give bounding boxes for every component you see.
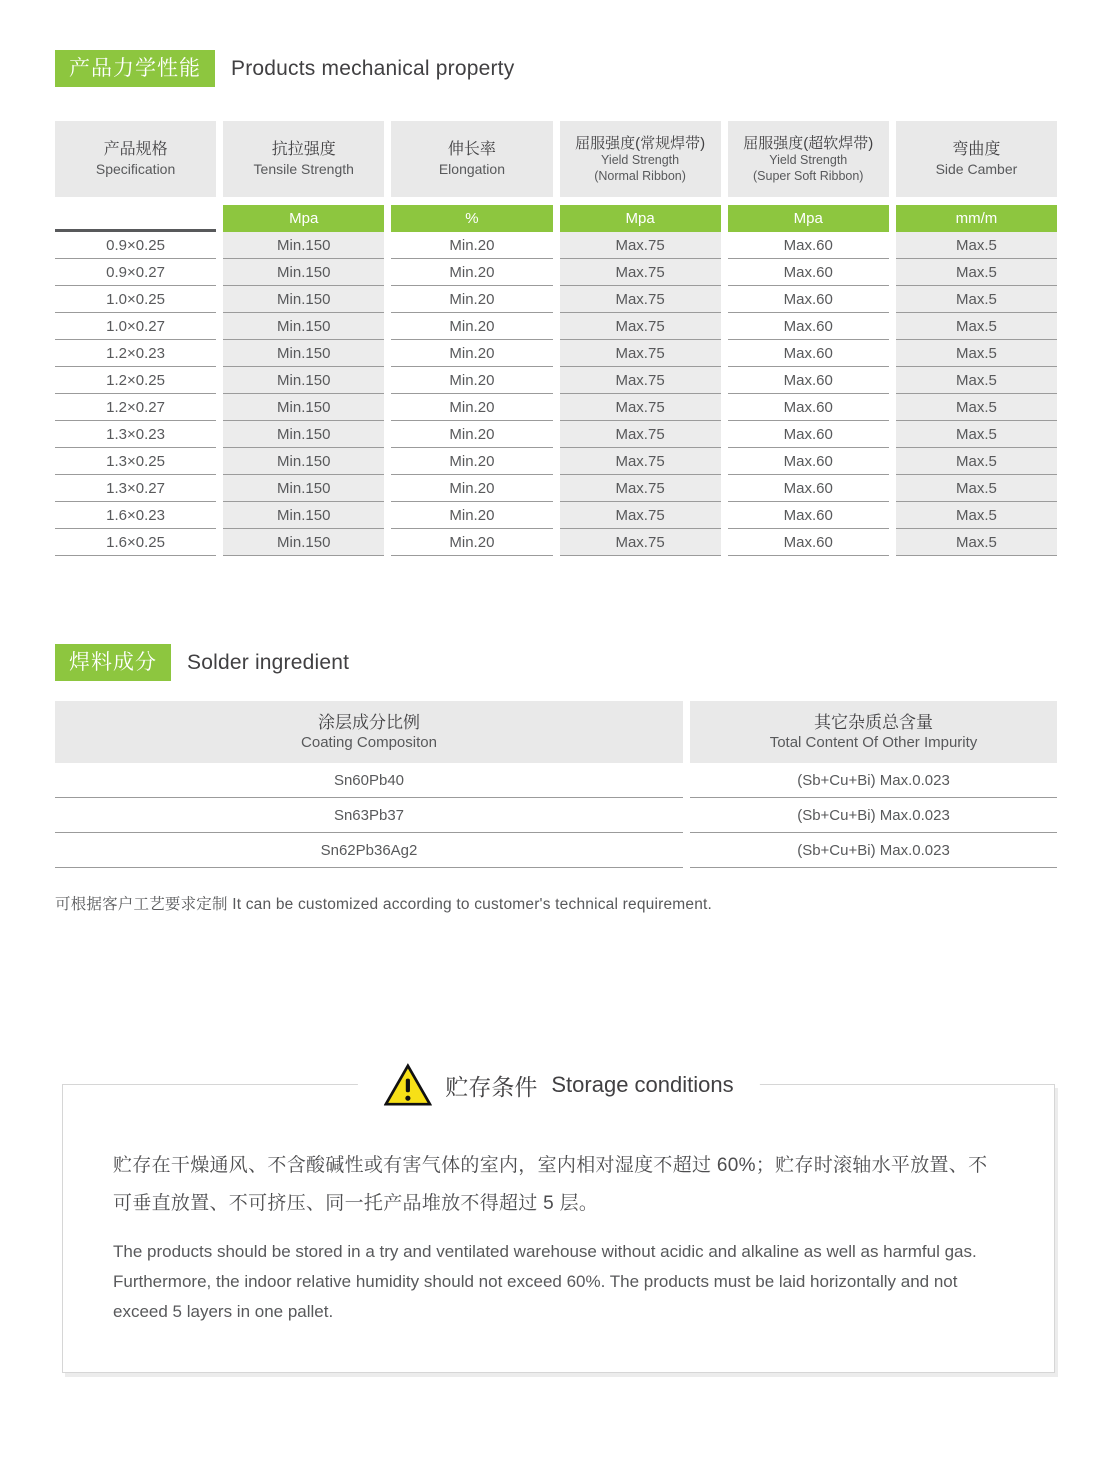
column-header-total-content-of-other-impurity	[690, 701, 1057, 763]
value-cell: Max.60	[728, 232, 889, 259]
column-header-en: Coating Compositon	[301, 733, 437, 751]
value-cell: Min.150	[223, 475, 384, 502]
spec-cell: 1.2×0.27	[55, 394, 216, 421]
alloy-cell: Sn60Pb40	[55, 763, 683, 798]
customization-note: 可根据客户工艺要求定制 It can be customized according to customer's technical requirement.	[55, 896, 713, 914]
storage-title-en: Storage conditions	[551, 1072, 734, 1098]
value-cell: Max.75	[560, 502, 721, 529]
unit-cell: %	[391, 205, 552, 232]
value-cell: Max.60	[728, 286, 889, 313]
value-cell: Max.75	[560, 421, 721, 448]
column-header-en: Side Camber	[935, 160, 1018, 177]
mechanical-table-body	[55, 232, 1057, 556]
spec-cell: 1.2×0.25	[55, 367, 216, 394]
storage-title	[357, 1058, 759, 1112]
column-header-coating-compositon	[55, 701, 683, 763]
value-cell: Min.20	[391, 529, 552, 556]
column-header-zh: 弯曲度	[952, 140, 1001, 158]
impurity-cell: (Sb+Cu+Bi) Max.0.023	[690, 833, 1057, 868]
column-header-tensile-strength	[223, 121, 384, 197]
alloy-cell: Sn62Pb36Ag2	[55, 833, 683, 868]
solder-table-body	[55, 763, 1057, 868]
value-cell: Max.75	[560, 259, 721, 286]
value-cell: Max.5	[896, 232, 1057, 259]
column-header-zh: 屈服强度(常规焊带)	[575, 134, 706, 152]
value-cell: Max.75	[560, 313, 721, 340]
spec-cell: 1.0×0.25	[55, 286, 216, 313]
value-cell: Min.20	[391, 421, 552, 448]
column-header-zh: 其它杂质总含量	[814, 712, 933, 732]
value-cell: Max.75	[560, 448, 721, 475]
value-cell: Min.150	[223, 232, 384, 259]
value-cell: Max.75	[560, 340, 721, 367]
value-cell: Max.60	[728, 340, 889, 367]
value-cell: Min.20	[391, 502, 552, 529]
section2-title: Solder ingredient	[187, 650, 350, 674]
value-cell: Min.150	[223, 421, 384, 448]
spec-cell: 1.6×0.23	[55, 502, 216, 529]
column-header-en: Total Content Of Other Impurity	[769, 733, 978, 751]
unit-cell-empty	[55, 205, 216, 232]
mechanical-table-unit-row	[55, 205, 1057, 232]
column-header-en2: (Super Soft Ribbon)	[753, 168, 864, 183]
column-header-elongation	[391, 121, 552, 197]
column-header-en: Specification	[95, 160, 176, 177]
value-cell: Min.20	[391, 367, 552, 394]
section2-badge: 焊料成分	[55, 644, 171, 681]
value-cell: Min.20	[391, 259, 552, 286]
solder-table-header-row	[55, 701, 1057, 763]
value-cell: Max.5	[896, 340, 1057, 367]
spec-cell: 1.3×0.23	[55, 421, 216, 448]
column-header-side-camber	[896, 121, 1057, 197]
value-cell: Max.75	[560, 394, 721, 421]
value-cell: Max.60	[728, 367, 889, 394]
value-cell: Min.150	[223, 394, 384, 421]
spec-cell: 1.2×0.23	[55, 340, 216, 367]
value-cell: Min.20	[391, 475, 552, 502]
storage-text-en: The products should be stored in a try and ventilated warehouse without acidic and alkaline as well as harmful gas. Furthermore, the indoor relative humidity should not exceed 60%. The products must be laid horizontally and not exceed 5 layers in one pallet.	[113, 1242, 977, 1322]
section2	[55, 644, 1057, 914]
section1-header	[55, 50, 1057, 87]
value-cell: Min.20	[391, 394, 552, 421]
value-cell: Max.5	[896, 421, 1057, 448]
value-cell: Min.150	[223, 286, 384, 313]
mechanical-property-table	[55, 121, 1057, 556]
storage-title-zh: 贮存条件	[445, 1073, 538, 1100]
spec-cell: 0.9×0.27	[55, 259, 216, 286]
value-cell: Min.20	[391, 232, 552, 259]
section1-title: Products mechanical property	[231, 56, 515, 80]
storage-text-zh: 贮存在干燥通风、不含酸碱性或有害气体的室内，室内相对湿度不超过 60%；贮存时滚轴水平放置、不可垂直放置、不可挤压、同一托产品堆放不得超过 5 层。	[113, 1155, 988, 1215]
column-header-zh: 产品规格	[103, 140, 168, 158]
value-cell: Max.60	[728, 394, 889, 421]
value-cell: Max.60	[728, 475, 889, 502]
value-cell: Max.60	[728, 421, 889, 448]
unit-cell: Mpa	[728, 205, 889, 232]
column-header-zh: 抗拉强度	[271, 140, 336, 158]
storage-section	[62, 1072, 1055, 1373]
value-cell: Max.75	[560, 367, 721, 394]
value-cell: Min.150	[223, 367, 384, 394]
value-cell: Max.75	[560, 475, 721, 502]
spec-cell: 0.9×0.25	[55, 232, 216, 259]
value-cell: Min.20	[391, 313, 552, 340]
spec-cell: 1.6×0.25	[55, 529, 216, 556]
value-cell: Max.60	[728, 529, 889, 556]
unit-cell: mm/m	[896, 205, 1057, 232]
spec-cell: 1.3×0.25	[55, 448, 216, 475]
section1-badge: 产品力学性能	[55, 50, 215, 87]
column-header-zh: 屈服强度(超软焊带)	[743, 134, 874, 152]
value-cell: Max.60	[728, 448, 889, 475]
impurity-cell: (Sb+Cu+Bi) Max.0.023	[690, 798, 1057, 833]
impurity-cell: (Sb+Cu+Bi) Max.0.023	[690, 763, 1057, 798]
value-cell: Max.75	[560, 286, 721, 313]
column-header-en: Tensile Strength	[253, 160, 354, 177]
unit-cell: Mpa	[223, 205, 384, 232]
value-cell: Max.5	[896, 313, 1057, 340]
mechanical-table-header-row	[55, 121, 1057, 197]
unit-cell: Mpa	[560, 205, 721, 232]
value-cell: Max.60	[728, 502, 889, 529]
solder-ingredient-table	[55, 701, 1057, 868]
warning-triangle-icon	[383, 1063, 431, 1107]
column-header-en2: (Normal Ribbon)	[594, 168, 686, 183]
column-header-en: Elongation	[438, 160, 505, 177]
value-cell: Min.150	[223, 340, 384, 367]
value-cell: Max.5	[896, 394, 1057, 421]
value-cell: Max.60	[728, 259, 889, 286]
value-cell: Max.5	[896, 259, 1057, 286]
value-cell: Max.5	[896, 286, 1057, 313]
column-header-yield-strength	[560, 121, 721, 197]
value-cell: Max.60	[728, 313, 889, 340]
value-cell: Min.20	[391, 340, 552, 367]
value-cell: Min.20	[391, 286, 552, 313]
value-cell: Min.150	[223, 502, 384, 529]
column-header-yield-strength	[728, 121, 889, 197]
storage-box	[62, 1072, 1055, 1373]
spec-cell: 1.3×0.27	[55, 475, 216, 502]
value-cell: Max.5	[896, 367, 1057, 394]
column-header-en: Yield Strength	[769, 153, 848, 168]
alloy-cell: Sn63Pb37	[55, 798, 683, 833]
value-cell: Min.150	[223, 313, 384, 340]
column-header-zh: 伸长率	[447, 140, 496, 158]
spec-cell: 1.0×0.27	[55, 313, 216, 340]
value-cell: Max.5	[896, 502, 1057, 529]
column-header-en: Yield Strength	[601, 153, 680, 168]
value-cell: Min.150	[223, 529, 384, 556]
value-cell: Min.150	[223, 259, 384, 286]
value-cell: Max.5	[896, 475, 1057, 502]
column-header-zh: 涂层成分比例	[318, 712, 420, 732]
value-cell: Min.20	[391, 448, 552, 475]
section2-header	[55, 644, 1057, 681]
column-header-specification	[55, 121, 216, 197]
value-cell: Max.75	[560, 529, 721, 556]
value-cell: Max.75	[560, 232, 721, 259]
value-cell: Max.5	[896, 448, 1057, 475]
value-cell: Min.150	[223, 448, 384, 475]
value-cell: Max.5	[896, 529, 1057, 556]
